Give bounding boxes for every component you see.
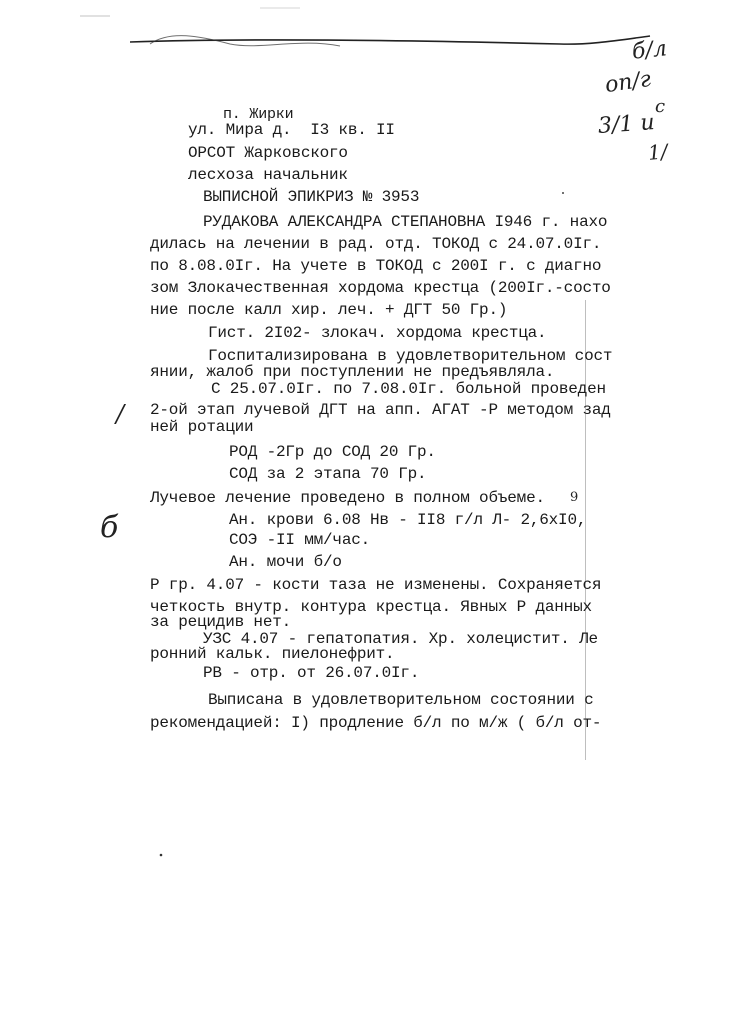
top-stroke-line [130, 36, 650, 44]
right-margin-line [585, 300, 586, 760]
document-title: ВЫПИСНОЙ ЭПИКРИЗ № 3953 [203, 188, 420, 206]
body-line-23: РВ - отр. от 26.07.0Iг. [203, 664, 420, 682]
body-line-24: Выписана в удовлетворительном состоянии с [208, 691, 594, 709]
body-line-25: рекомендацией: I) продление б/л по м/ж ( б/л от- [150, 714, 602, 732]
margin-note-1: б/л [630, 36, 669, 65]
body-line-5: ние после калл хир. леч. + ДГТ 50 Гр.) [150, 301, 508, 319]
body-line-4: зом Злокачественная хордома крестца (200Iг.-состо [150, 279, 611, 297]
body-line-11: ней ротации [150, 418, 254, 436]
left-margin-slash: / [116, 400, 125, 428]
margin-note-4: 1/ [646, 139, 669, 165]
scan-speck [158, 852, 164, 858]
address-line-4: лесхоза начальник [188, 166, 348, 184]
address-line-2: ул. Мира д. I3 кв. II [188, 121, 395, 139]
body-line-22: ронний кальк. пиелонефрит. [150, 645, 395, 663]
body-line-17: Ан. мочи б/о [229, 553, 342, 571]
scan-speck-2 [560, 190, 566, 196]
body-line-20: за рецидив нет. [150, 613, 292, 631]
body-line-19: четкость внутр. контура крестца. Явных Р данных [150, 598, 592, 616]
body-line-14: Лучевое лечение проведено в полном объеме. [150, 489, 545, 507]
margin-note-5: с [655, 96, 666, 117]
body-line-16: СОЭ -II мм/час. [229, 531, 371, 549]
body-line-7: Госпитализирована в удовлетворительном сост [208, 347, 613, 365]
body-line-18: Р гр. 4.07 - кости таза не изменены. Сохраняется [150, 576, 602, 594]
superscript-nine: 9 [570, 490, 579, 505]
scan-speck-dot [160, 854, 163, 857]
margin-note-3: 3/1 и [597, 110, 656, 139]
body-line-12: РОД -2Гр до СОД 20 Гр. [229, 443, 436, 461]
body-line-1: РУДАКОВА АЛЕКСАНДРА СТЕПАНОВНА I946 г. нахо [203, 213, 608, 231]
margin-note-2: оп/г [603, 66, 653, 99]
body-line-3: по 8.08.0Iг. На учете в ТОКОД с 200I г. с диагно [150, 257, 602, 275]
left-margin-mark: б [100, 510, 119, 545]
body-line-21: УЗС 4.07 - гепатопатия. Хр. холецистит. Ле [203, 630, 598, 648]
body-line-15: Ан. крови 6.08 Нв - II8 г/л Л- 2,6хI0, [229, 511, 587, 529]
body-line-8: янии, жалоб при поступлении не предъявляла. [150, 363, 555, 381]
scan-speck-dot-2 [562, 192, 564, 194]
body-line-9: С 25.07.0Iг. по 7.08.0Iг. больной проведен [211, 380, 606, 398]
address-line-1: п. Жирки [223, 106, 294, 123]
body-line-2: дилась на лечении в рад. отд. ТОКОД с 24.07.0Iг. [150, 235, 602, 253]
address-line-3: ОРСОТ Жарковского [188, 144, 348, 162]
body-line-13: СОД за 2 этапа 70 Гр. [229, 465, 427, 483]
body-line-6: Гист. 2I02- злокач. хордома крестца. [208, 324, 547, 342]
body-line-10: 2-ой этап лучевой ДГТ на апп. АГАТ -Р методом зад [150, 401, 611, 419]
